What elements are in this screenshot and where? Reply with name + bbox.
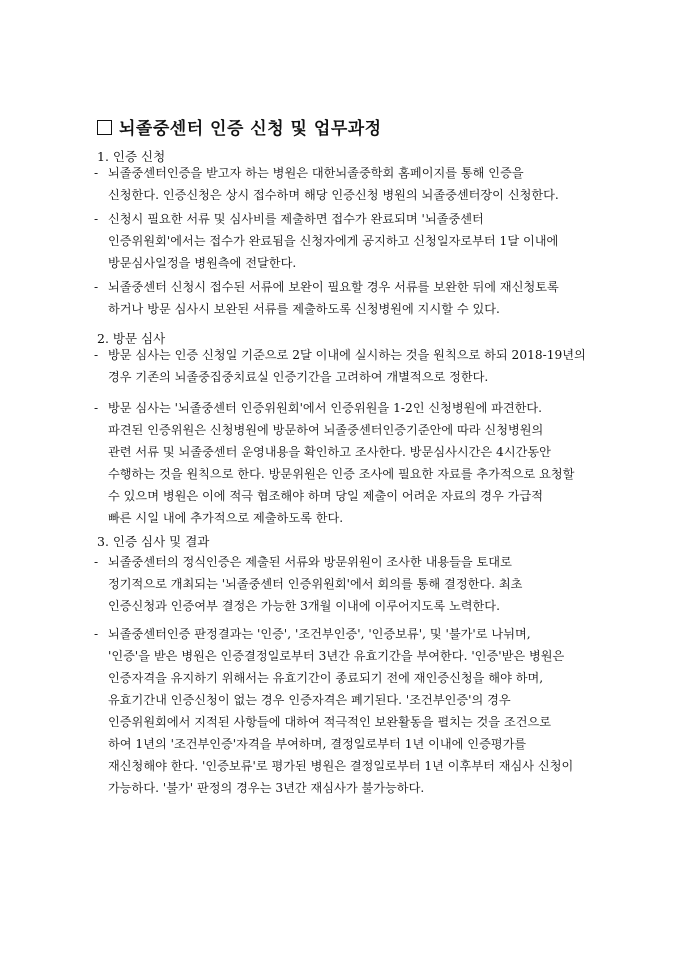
- paragraph-line: 파견된 인증위원은 신청병원에 방문하여 뇌졸중센터인증기준안에 따라 신청병원의: [108, 423, 544, 437]
- bullet-dash: -: [94, 212, 99, 226]
- bullet-dash: -: [94, 280, 99, 294]
- list-item: [94, 623, 594, 799]
- paragraph-line: 인증신청과 인증여부 결정은 가능한 3개월 이내에 이루어지도록 노력한다.: [108, 599, 500, 613]
- paragraph-line: 뇌졸중센터 신청시 접수된 서류에 보완이 필요할 경우 서류를 보완한 뒤에 재신청토록: [108, 280, 559, 294]
- checkbox-square-icon: [97, 120, 112, 135]
- paragraph-line: 신청한다. 인증신청은 상시 접수하며 해당 인증신청 병원의 뇌졸중센터장이 신청한다.: [108, 188, 559, 202]
- bullet-dash: -: [94, 555, 99, 569]
- page-title-text: 뇌졸중센터 인증 신청 및 업무과정: [119, 119, 382, 139]
- bullet-dash: -: [94, 166, 99, 180]
- bullet-dash: -: [94, 348, 99, 362]
- list-item: [94, 397, 594, 529]
- paragraph-line: 수행하는 것을 원칙으로 한다. 방문위원은 인증 조사에 필요한 자료를 추가적으로 요청할: [108, 467, 575, 481]
- paragraph-line: 수 있으며 병원은 이에 적극 협조해야 하며 당일 제출이 어려운 자료의 경우 가급적: [108, 489, 544, 503]
- list-item: [94, 551, 594, 617]
- section-heading-site-visit: 2. 방문 심사: [97, 331, 166, 346]
- paragraph-line: 빠른 시일 내에 추가적으로 제출하도록 한다.: [108, 511, 344, 525]
- list-item: [94, 276, 594, 320]
- paragraph-line: 정기적으로 개최되는 '뇌졸중센터 인증위원회'에서 회의를 통해 결정한다. 최초: [108, 577, 523, 591]
- paragraph-line: 인증위원회에서 지적된 사항들에 대하여 적극적인 보완활동을 펼치는 것을 조건으로: [108, 715, 552, 729]
- section-heading-review-result: 3. 인증 심사 및 결과: [97, 534, 210, 549]
- paragraph-line: 인증위원회'에서는 접수가 완료됨을 신청자에게 공지하고 신청일자로부터 1달 이내에: [108, 234, 559, 248]
- bullet-dash: -: [94, 401, 99, 415]
- paragraph-line: 관련 서류 및 뇌졸중센터 운영내용을 확인하고 조사한다. 방문심사시간은 4시간동안: [108, 445, 551, 459]
- paragraph-line: 뇌졸중센터의 정식인증은 제출된 서류와 방문위원이 조사한 내용들을 토대로: [108, 555, 512, 569]
- paragraph-line: '인증'을 받은 병원은 인증결정일로부터 3년간 유효기간을 부여한다. '인증'받은 병원은: [108, 649, 565, 663]
- paragraph-line: 하여 1년의 '조건부인증'자격을 부여하며, 결정일로부터 1년 이내에 인증평가를: [108, 737, 527, 751]
- paragraph-line: 방문심사일정을 병원측에 전달한다.: [108, 256, 297, 270]
- paragraph-line: 가능하다. '불가' 판정의 경우는 3년간 재심사가 불가능하다.: [108, 781, 425, 795]
- paragraph-line: 뇌졸중센터인증 판정결과는 '인증', '조건부인증', '인증보류', 및 '불가'로 나뉘며,: [108, 627, 531, 641]
- bullet-dash: -: [94, 627, 99, 641]
- paragraph-line: 신청시 필요한 서류 및 심사비를 제출하면 접수가 완료되며 '뇌졸중센터: [108, 212, 484, 226]
- section-heading-application: 1. 인증 신청: [97, 149, 166, 164]
- paragraph-line: 방문 심사는 인증 신청일 기준으로 2달 이내에 실시하는 것을 원칙으로 하되 2018-19년의: [108, 348, 586, 362]
- list-item: [94, 208, 594, 274]
- paragraph-line: 유효기간내 인증신청이 없는 경우 인증자격은 폐기된다. '조건부인증'의 경우: [108, 693, 511, 707]
- list-item: [94, 162, 594, 206]
- list-item: [94, 344, 594, 388]
- paragraph-line: 경우 기존의 뇌졸중집중치료실 인증기간을 고려하여 개별적으로 정한다.: [108, 370, 489, 384]
- page-title: [97, 114, 382, 139]
- paragraph-line: 재신청해야 한다. '인증보류'로 평가된 병원은 결정일로부터 1년 이후부터 재심사 신청이: [108, 759, 574, 773]
- paragraph-line: 뇌졸중센터인증을 받고자 하는 병원은 대한뇌졸중학회 홈페이지를 통해 인증을: [108, 166, 524, 180]
- paragraph-line: 하거나 방문 심사시 보완된 서류를 제출하도록 신청병원에 지시할 수 있다.: [108, 302, 500, 316]
- paragraph-line: 인증자격을 유지하기 위해서는 유효기간이 종료되기 전에 재인증신청을 해야 하며,: [108, 671, 544, 685]
- paragraph-line: 방문 심사는 '뇌졸중센터 인증위원회'에서 인증위원을 1-2인 신청병원에 파견한다.: [108, 401, 543, 415]
